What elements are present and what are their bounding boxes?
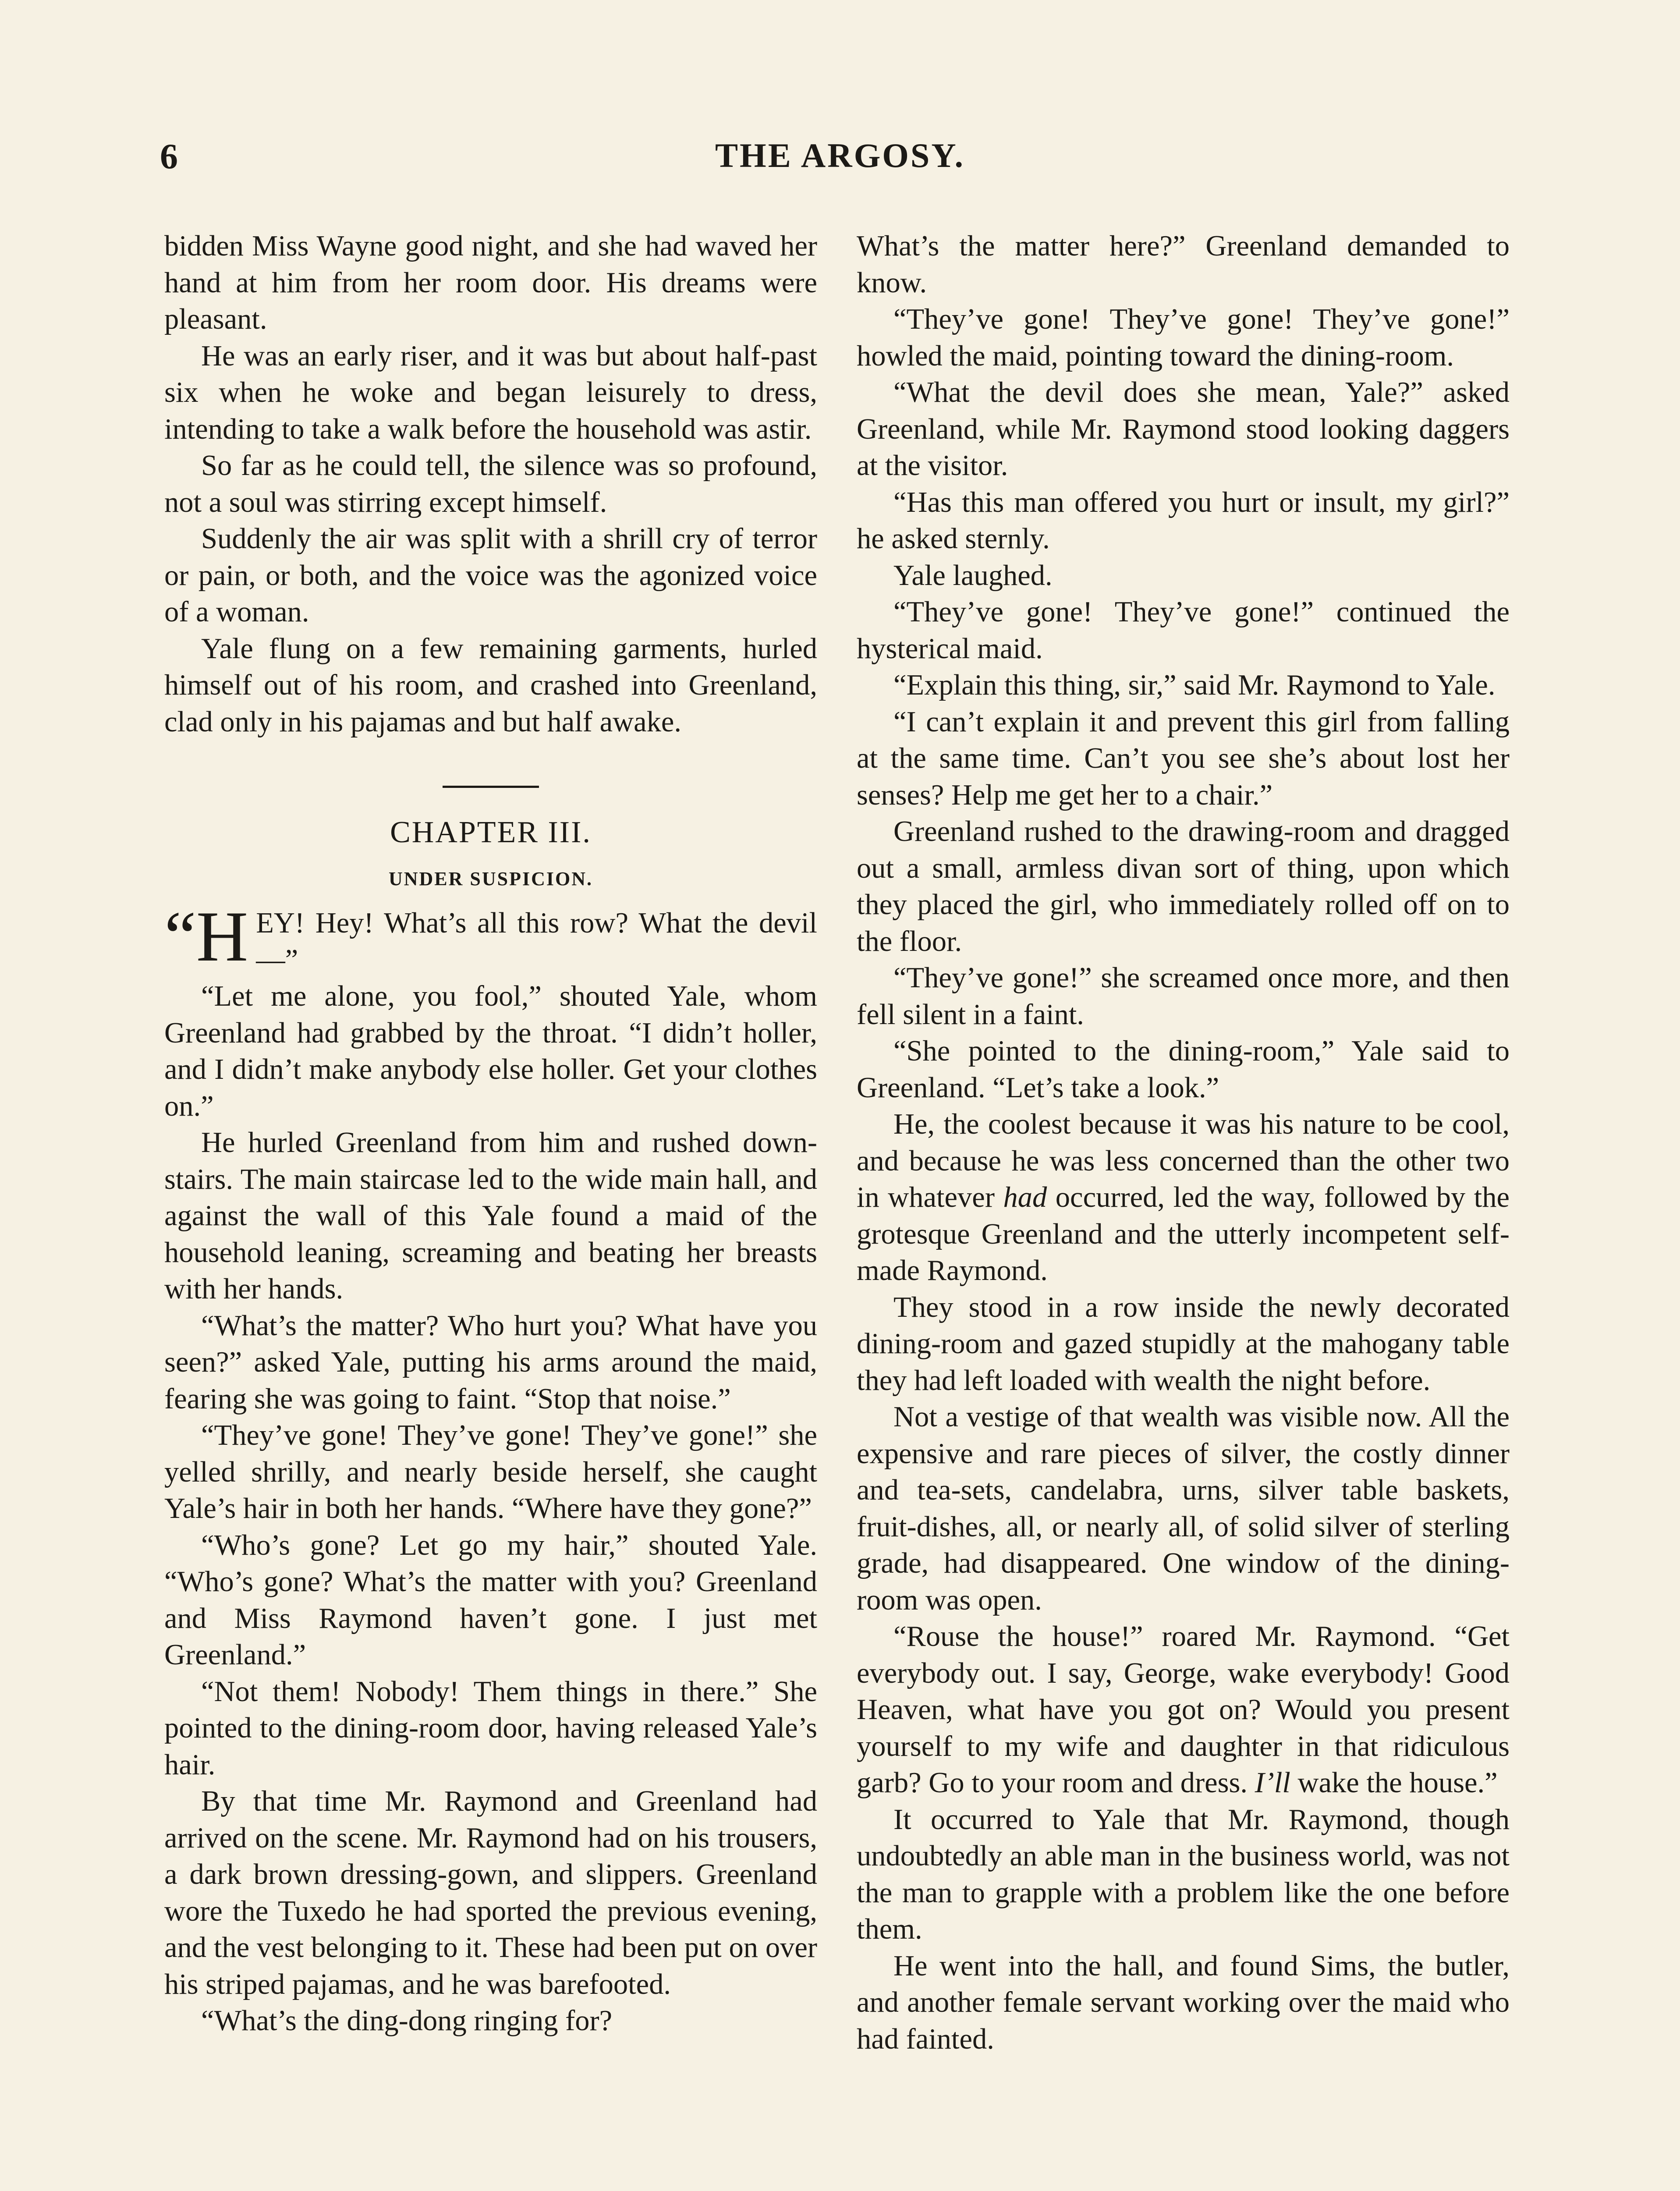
paragraph: “They’ve gone! They’ve gone!” continued the hysterical maid. [857,596,1510,665]
paragraph: “Who’s gone? Let go my hair,” shouted Yale. “Who’s gone? What’s the matter with you? Greenland and Miss Raymond haven’t gone. I just met Greenland.” [164,1529,817,1671]
paragraph: “Not them! Nobody! Them things in there.” She pointed to the dining-room door, having released Yale’s hair. [164,1675,817,1781]
paragraph: He was an early riser, and it was but about half-past six when he woke and began leisurely to dress, intending to take a walk before the household was astir. [164,340,817,445]
chapter-opening-paragraph [164,897,817,978]
paragraph: Suddenly the air was split with a shrill cry of terror or pain, or both, and the voice was the agonized voice of a woman. [164,523,817,628]
paragraph: “Has this man offered you hurt or insult, my girl?” he asked sternly. [857,486,1510,555]
emphasis-text: had [1003,1181,1047,1213]
paragraph: Not a vestige of that wealth was visible now. All the expensive and rare pieces of silver, the costly dinner and tea-sets, candelabra, urns, silver table baskets, fruit-dishes, all, or nearly all, of solid silver of sterling grade, had disappeared. One window of the dining-room was open. [857,1401,1510,1616]
paragraph: He hurled Greenland from him and rushed down-stairs. The main staircase led to the wide main hall, and against the wall of this Yale found a maid of the household leaning, screaming and beating her breasts with her hands. [164,1127,817,1305]
paragraph-text: EY! Hey! What’s all this row? What the devil—” [256,907,817,976]
paragraph [857,1106,1510,1289]
paragraph: What’s the matter here?” Greenland demanded to know. [857,230,1510,299]
paragraph: Yale flung on a few remaining garments, hurled himself out of his room, and crashed into Greenland, clad only in his pajamas and but half awake. [164,632,817,738]
right-column [857,228,1510,2057]
paragraph-text: “Rouse the house!” roared Mr. Raymond. “Get everybody out. I say, George, wake everybody! Good Heaven, what have you got on? Would you present yourself to my wife and daughter in that ridiculous garb? Go to your room and dress. [857,1620,1510,1799]
page-header [0,136,1680,188]
paragraph: “Let me alone, you fool,” shouted Yale, whom Greenland had grabbed by the throat. “I didn’t holler, and I didn’t make anybody else holler. Get your clothes on.” [164,980,817,1122]
paragraph-text: wake the house.” [1290,1767,1498,1799]
paragraph: “What the devil does she mean, Yale?” asked Greenland, while Mr. Raymond stood looking daggers at the visitor. [857,376,1510,482]
emphasis-text: I’ll [1255,1767,1290,1799]
paragraph [857,1618,1510,1801]
paragraph: Greenland rushed to the drawing-room and dragged out a small, armless divan sort of thing, upon which they placed the girl, who immediately rolled off on to the floor. [857,815,1510,957]
section-divider [443,786,539,788]
paragraph: Yale laughed. [893,559,1053,592]
paragraph: So far as he could tell, the silence was so profound, not a soul was stirring except himself. [164,450,817,518]
paragraph: He went into the hall, and found Sims, the butler, and another female servant working over the maid who had fainted. [857,1950,1510,2055]
drop-cap: “H [164,897,248,976]
paragraph-text: occurred, led the way, followed by the grotesque Greenland and the utterly incompetent self-made Raymond. [857,1181,1510,1287]
paragraph: bidden Miss Wayne good night, and she had waved her hand at him from her room door. His dreams were pleasant. [164,230,817,335]
paragraph: “She pointed to the dining-room,” Yale said to Greenland. “Let’s take a look.” [857,1035,1510,1104]
paragraph: “What’s the matter? Who hurt you? What have you seen?” asked Yale, putting his arms around the maid, fearing she was going to faint. “Stop that noise.” [164,1309,817,1415]
left-column [164,228,817,2039]
paragraph: By that time Mr. Raymond and Greenland had arrived on the scene. Mr. Raymond had on his trousers, a dark brown dressing-gown, and slippers. Greenland wore the Tuxedo he had sported the previous evening, and the vest belonging to it. These had been put on over his striped pajamas, and he was barefooted. [164,1785,817,2000]
running-title: THE ARGOSY. [715,136,965,174]
paragraph: It occurred to Yale that Mr. Raymond, though undoubtedly an able man in the business world, was not the man to grapple with a problem like the one before them. [857,1803,1510,1945]
paragraph: They stood in a row inside the newly decorated dining-room and gazed stupidly at the mahogany table they had left loaded with wealth the night before. [857,1291,1510,1397]
paragraph: “They’ve gone! They’ve gone! They’ve gone!” howled the maid, pointing toward the dining-room. [857,303,1510,372]
paragraph: “I can’t explain it and prevent this girl from falling at the same time. Can’t you see she’s about lost her senses? Help me get her to a chair.” [857,706,1510,811]
paragraph: “They’ve gone! They’ve gone! They’ve gone!” she yelled shrilly, and nearly beside herself, she caught Yale’s hair in both her hands. “Where have they gone?” [164,1419,817,1524]
chapter-subtitle: UNDER SUSPICION. [388,868,593,890]
chapter-title: CHAPTER III. [390,815,592,849]
paragraph: “Explain this thing, sir,” said Mr. Raymond to Yale. [893,669,1496,701]
page-number: 6 [160,136,178,176]
paragraph-text: He, the coolest because it was his nature to be cool, and because he was less concerned than the other two in whatever [857,1108,1510,1213]
paragraph: “What’s the ding-dong ringing for? [201,2005,613,2037]
paragraph: “They’ve gone!” she screamed once more, and then fell silent in a faint. [857,962,1510,1031]
